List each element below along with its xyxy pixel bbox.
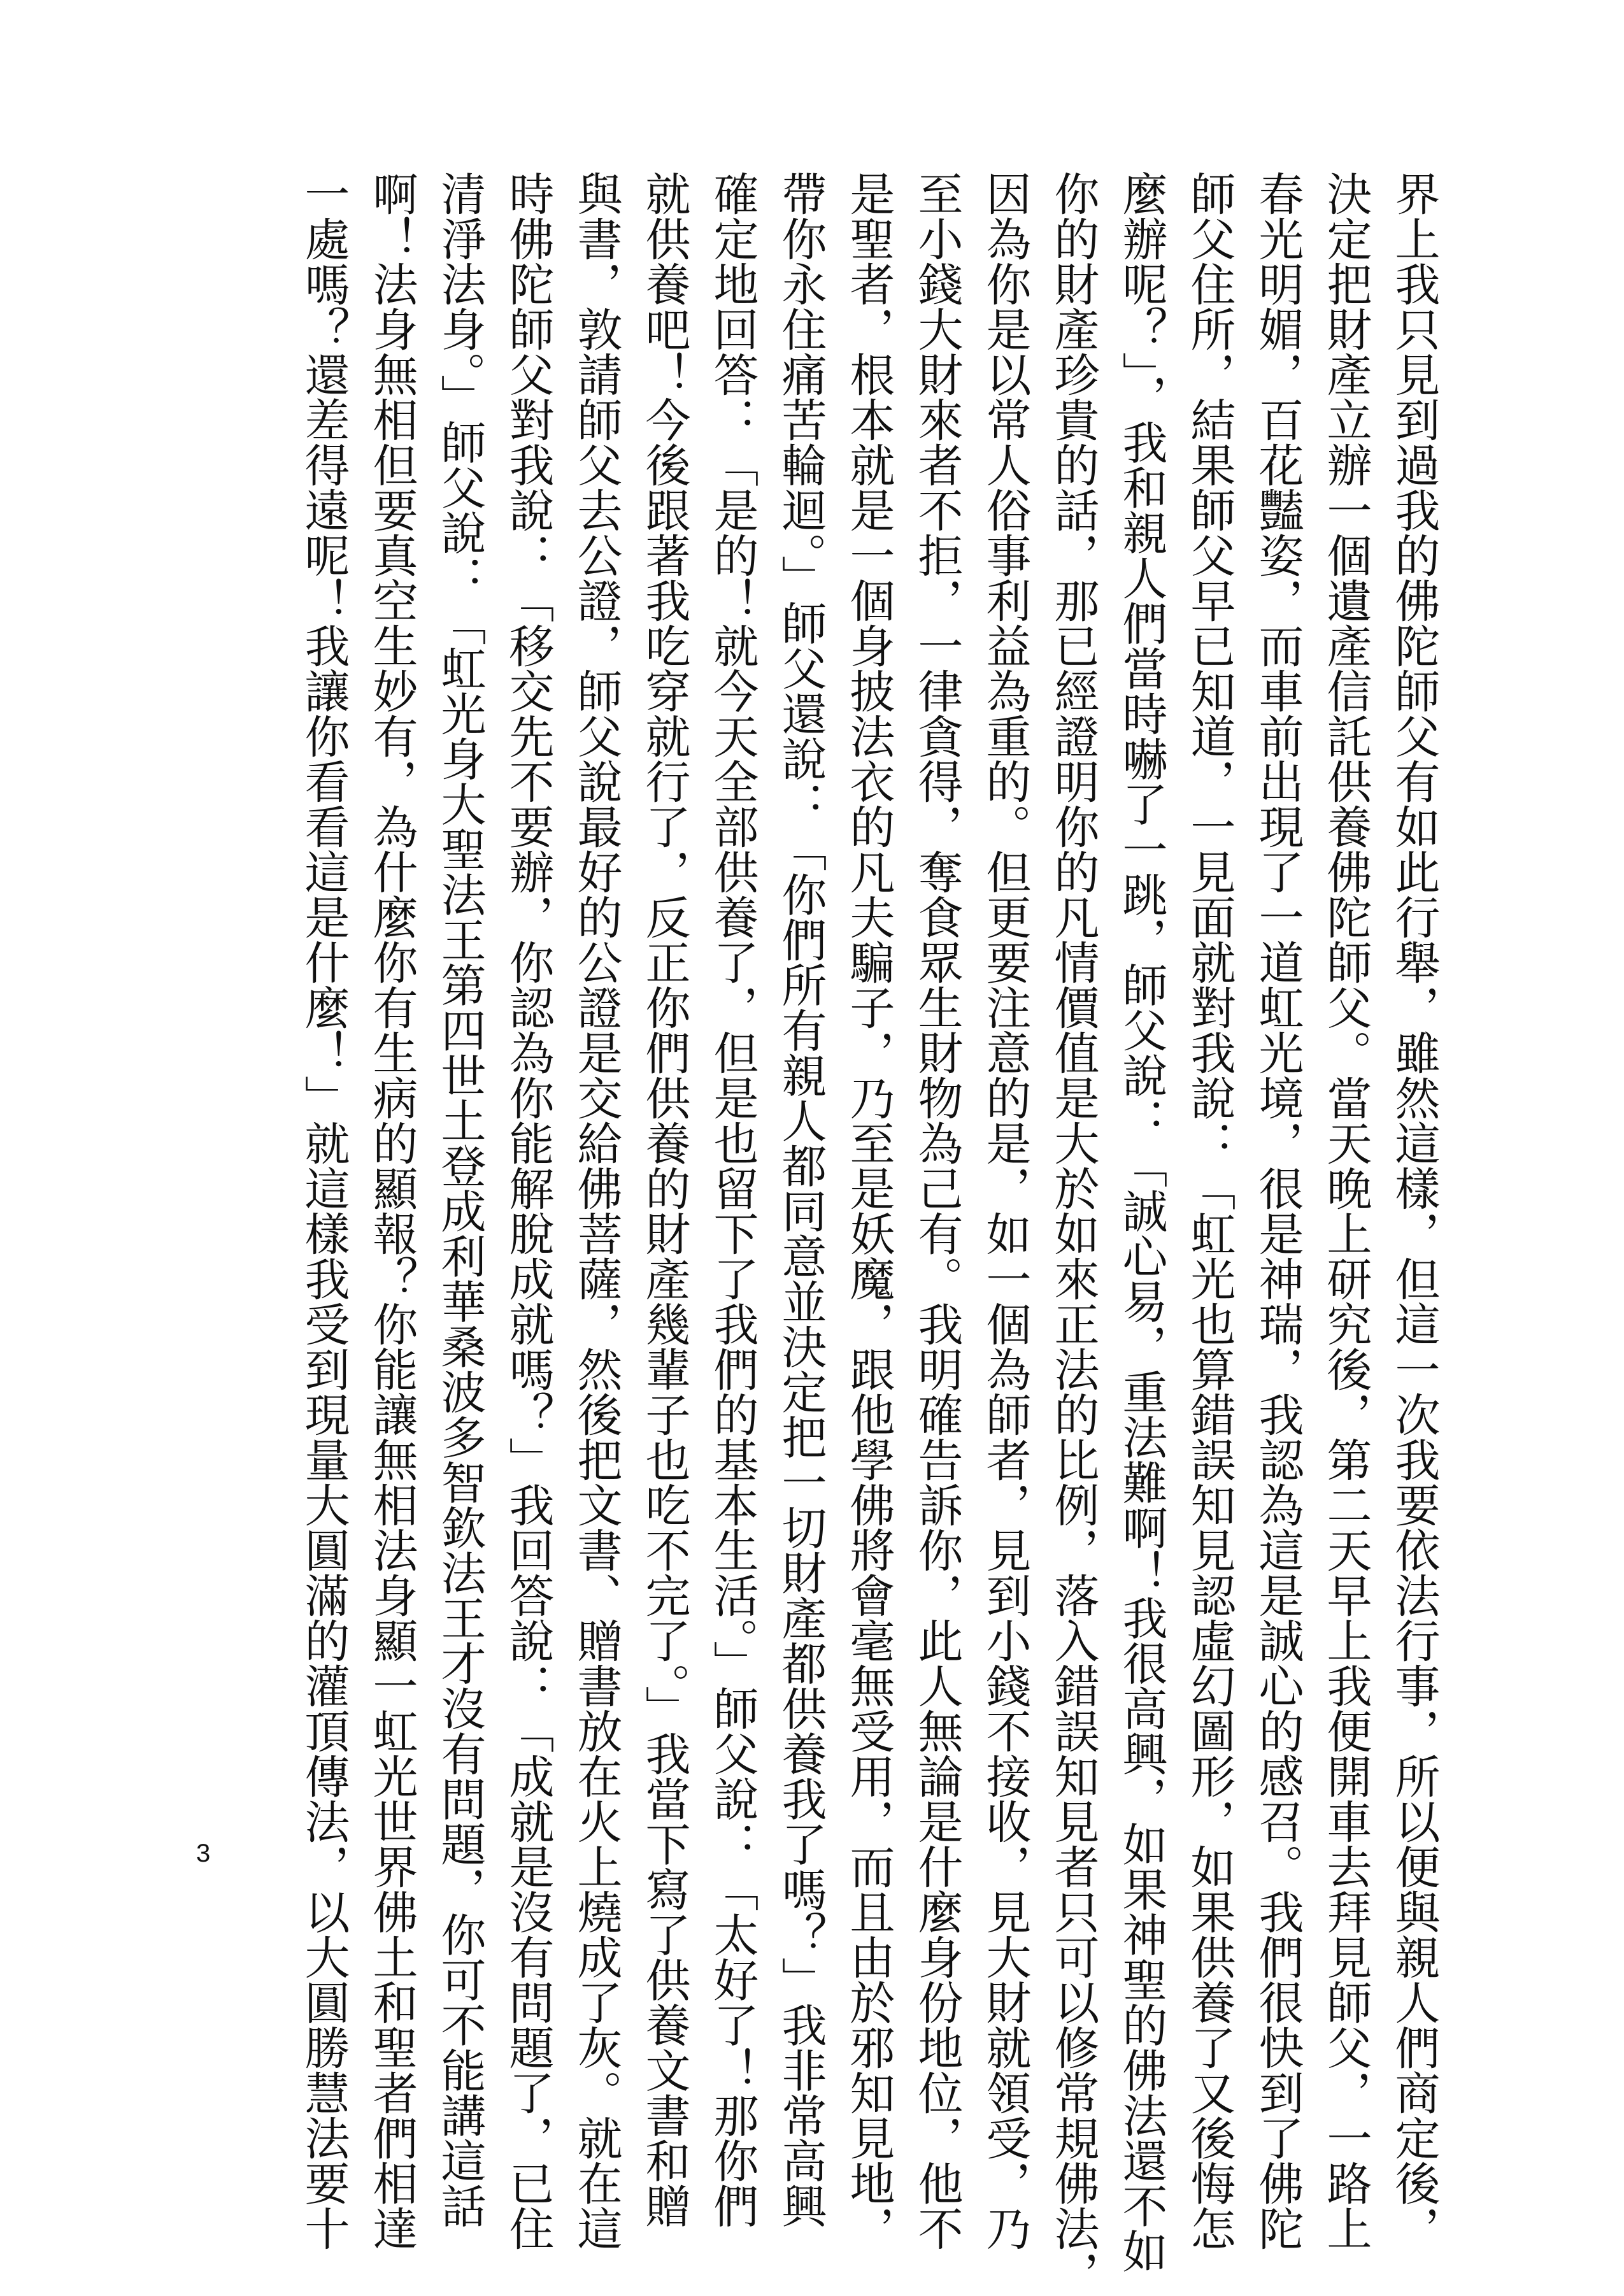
text-column-14: 時佛陀師父對我說：「移交先不要辦，你認為你能解脫成就嗎？」我回答說：「成就是沒有問題了，已住: [502, 171, 555, 2251]
text-column-8: 至小錢大財來者不拒，一律貪得，奪食眾生財物為己有。我明確告訴你，此人無論是什麼身份地位，他不: [911, 171, 964, 2251]
text-column-6: 你的財產珍貴的話，那已經證明你的凡情價值是大於如來正法的比例，落入錯誤知見者只可以修常規佛法，: [1047, 171, 1100, 2296]
text-column-2: 決定把財產立辦一個遺產信託供養佛陀師父。當天晚上研究後，第二天早上我便開車去拜見師父，一路上: [1320, 171, 1372, 2251]
text-column-11: 確定地回答：「是的！就今天全部供養了，但是也留下了我們的基本生活。」師父說：「太好了！那你們: [706, 171, 759, 2228]
text-column-13: 與書，敦請師父去公證，師父說最好的公證是交給佛菩薩，然後把文書、贈書放在火上燒成了灰。就在這: [570, 171, 623, 2251]
text-column-17: 一處嗎？還差得遠呢！我讓你看看這是什麼！」就這樣我受到現量大圓滿的灌頂傳法，以大圓勝慧法要十: [297, 171, 350, 2251]
text-column-16: 啊！法身無相但要真空生妙有，為什麼你有生病的顯報？你能讓無相法身顯一虹光世界佛土和聖者們相達: [366, 171, 418, 2251]
vertical-text-body: [290, 171, 1448, 2296]
page-number: 3: [196, 1839, 211, 1867]
text-column-5: 麼辦呢？」，我和親人們當時嚇了一跳，師父說：「誠心易，重法難啊！我很高興，如果神聖的佛法還不如: [1115, 171, 1168, 2274]
text-column-12: 就供養吧！今後跟著我吃穿就行了，反正你們供養的財產幾輩子也吃不完了。」我當下寫了供養文書和贈: [638, 171, 691, 2228]
text-column-7: 因為你是以常人俗事利益為重的。但更要注意的是，如一個為師者，見到小錢不接收，見大財就領受，乃: [979, 171, 1032, 2251]
text-column-1: 界上我只見到過我的佛陀師父有如此行舉，雖然這樣，但這一次我要依法行事，所以便與親人們商定後，: [1388, 171, 1441, 2251]
text-column-3: 春光明媚，百花豔姿，而車前出現了一道虹光境，很是神瑞，我認為這是誠心的感召。我們很快到了佛陀: [1251, 171, 1304, 2251]
text-column-9: 是聖者，根本就是一個身披法衣的凡夫騙子，乃至是妖魔，跟他學佛將會毫無受用，而且由於邪知見地，: [843, 171, 895, 2251]
text-column-10: 帶你永住痛苦輪迴。」師父還說：「你們所有親人都同意並決定把一切財產都供養我了嗎？」我非常高興: [774, 171, 827, 2228]
text-column-4: 師父住所，結果師父早已知道，一見面就對我說：「虹光也算錯誤知見認虛幻圖形，如果供養了又後悔怎: [1183, 171, 1236, 2251]
text-column-15: 清淨法身。」師父說：「虹光身大聖法王第四世土登成利華桑波多智欽法王才沒有問題，你可不能講這話: [434, 171, 487, 2228]
